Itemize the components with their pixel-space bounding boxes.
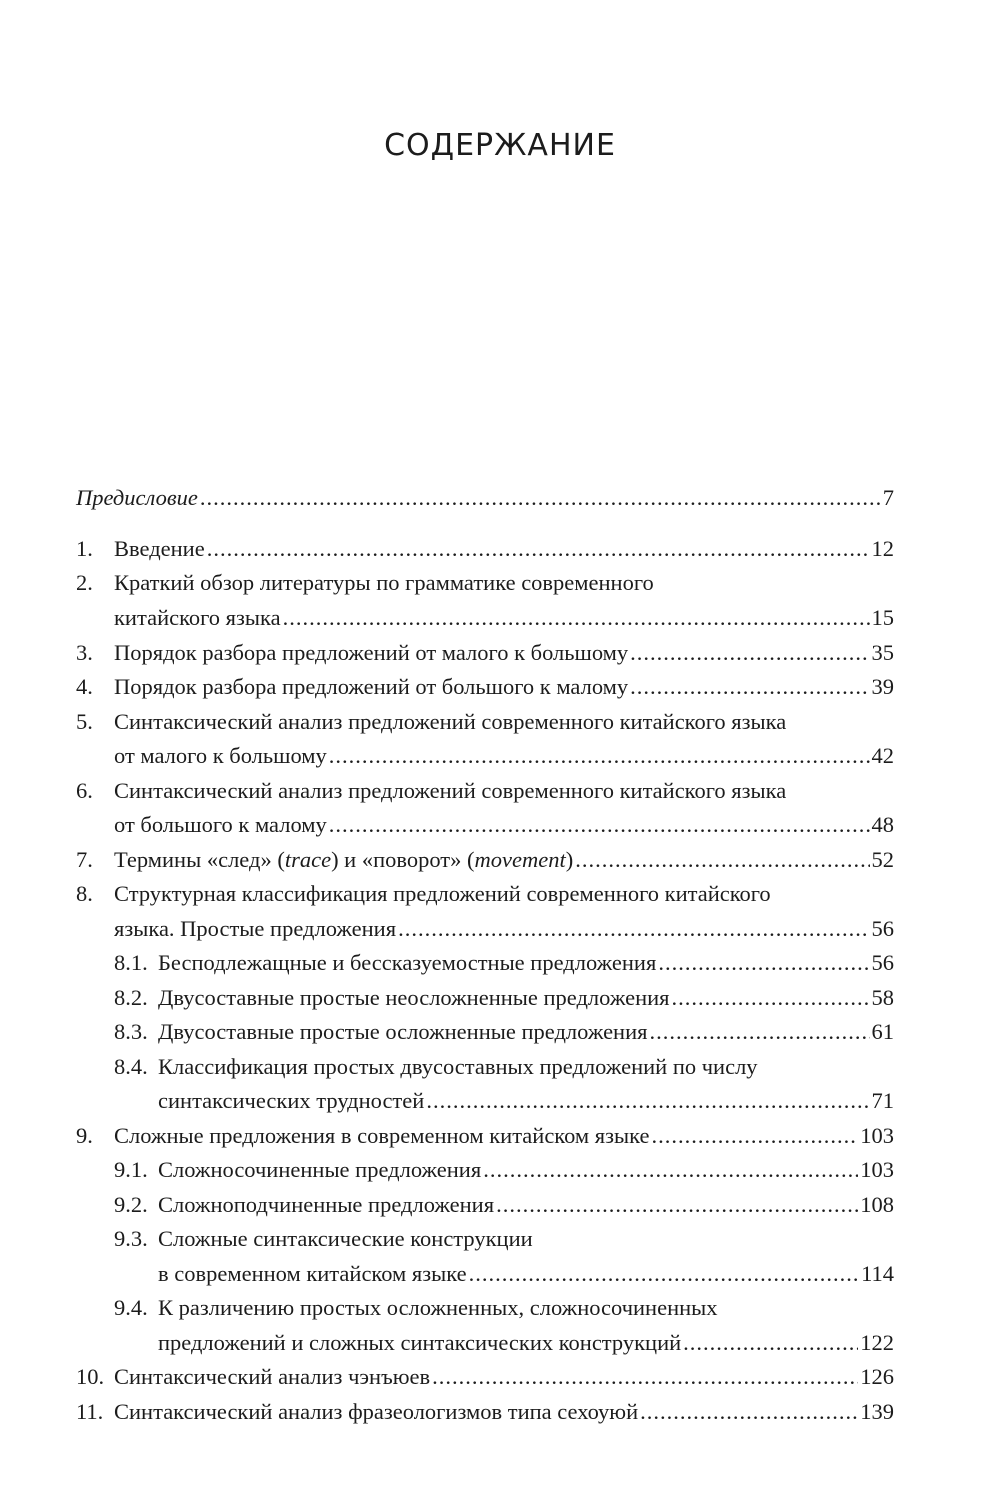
toc-entry-continuation bbox=[76, 603, 894, 633]
leader-dots bbox=[398, 914, 869, 944]
toc-page: 103 bbox=[860, 1157, 894, 1182]
toc-entry bbox=[76, 534, 894, 564]
toc-line bbox=[114, 914, 894, 944]
toc-page: 61 bbox=[871, 1019, 894, 1044]
toc-entry bbox=[76, 879, 894, 909]
toc-entry-preface bbox=[76, 483, 894, 513]
toc-line bbox=[158, 1259, 894, 1289]
toc-label-line1: Структурная классификация предложений современного китайского bbox=[114, 881, 771, 906]
toc-line bbox=[114, 638, 894, 668]
toc-label-line1: Классификация простых двусоставных предложений по числу bbox=[158, 1054, 758, 1079]
toc-number: 9.1. bbox=[114, 1157, 148, 1182]
toc-entry bbox=[76, 638, 894, 668]
toc-entry bbox=[76, 672, 894, 702]
toc-page: 114 bbox=[861, 1261, 894, 1286]
toc-label: предложений и сложных синтаксических конструкций bbox=[158, 1330, 682, 1355]
toc-label-line1: Сложные синтаксические конструкции bbox=[158, 1226, 533, 1251]
toc-line bbox=[158, 1190, 894, 1220]
toc-subentry bbox=[76, 1190, 894, 1220]
toc-label-line1: Синтаксический анализ предложений современного китайского языка bbox=[114, 709, 787, 734]
toc-number: 2. bbox=[76, 570, 93, 595]
toc-label: Бесподлежащные и бессказуемостные предложения bbox=[158, 950, 657, 975]
toc-entry bbox=[76, 776, 894, 806]
leader-dots bbox=[683, 1328, 858, 1358]
toc-page: 39 bbox=[871, 674, 894, 699]
toc-number: 9.3. bbox=[114, 1226, 148, 1251]
toc-page: 139 bbox=[860, 1399, 894, 1424]
toc-entry bbox=[76, 568, 894, 598]
toc-line bbox=[114, 534, 894, 564]
toc-label: от большого к малому bbox=[114, 812, 327, 837]
leader-dots bbox=[630, 638, 869, 668]
leader-dots bbox=[432, 1362, 858, 1392]
leader-dots bbox=[200, 483, 881, 513]
toc-subentry bbox=[76, 948, 894, 978]
toc-page: 58 bbox=[871, 985, 894, 1010]
toc-subentry-continuation bbox=[76, 1259, 894, 1289]
toc-label-line1: Синтаксический анализ предложений современного китайского языка bbox=[114, 778, 787, 803]
leader-dots bbox=[283, 603, 870, 633]
leader-dots bbox=[658, 948, 869, 978]
leader-dots bbox=[650, 1017, 870, 1047]
toc-line bbox=[158, 1017, 894, 1047]
toc-number: 9. bbox=[76, 1123, 93, 1148]
leader-dots bbox=[329, 741, 870, 771]
toc-page: 42 bbox=[871, 743, 894, 768]
toc-label: Сложносочиненные предложения bbox=[158, 1157, 482, 1182]
toc-entry bbox=[76, 1121, 894, 1151]
toc-page: 35 bbox=[871, 640, 894, 665]
leader-dots bbox=[496, 1190, 858, 1220]
leader-dots bbox=[426, 1086, 869, 1116]
toc-number: 11. bbox=[76, 1399, 104, 1424]
toc-subentry bbox=[76, 1224, 894, 1254]
toc-subentry bbox=[76, 1052, 894, 1082]
toc-entry bbox=[76, 845, 894, 875]
toc-subentry-continuation bbox=[76, 1328, 894, 1358]
toc-number: 9.2. bbox=[114, 1192, 148, 1217]
toc-line bbox=[114, 810, 894, 840]
toc-line bbox=[158, 1328, 894, 1358]
toc-number: 6. bbox=[76, 778, 93, 803]
toc-label: Двусоставные простые неосложненные предложения bbox=[158, 985, 670, 1010]
toc-line bbox=[114, 672, 894, 702]
toc-subentry-continuation bbox=[76, 1086, 894, 1116]
toc-label: Введение bbox=[114, 536, 205, 561]
page-title: СОДЕРЖАНИЕ bbox=[384, 128, 616, 163]
toc-page: 56 bbox=[871, 950, 894, 975]
toc-page: 12 bbox=[871, 536, 894, 561]
toc-page: 71 bbox=[871, 1088, 894, 1113]
toc-label: Порядок разбора предложений от малого к большому bbox=[114, 640, 629, 665]
toc-label: Сложные предложения в современном китайском языке bbox=[114, 1123, 650, 1148]
toc-page: 108 bbox=[860, 1192, 894, 1217]
toc-number: 3. bbox=[76, 640, 93, 665]
toc-page: 48 bbox=[871, 812, 894, 837]
toc-line bbox=[114, 845, 894, 875]
toc-page: 103 bbox=[860, 1123, 894, 1148]
leader-dots bbox=[640, 1397, 858, 1427]
toc-page: 52 bbox=[871, 847, 894, 872]
toc-label: Синтаксический анализ фразеологизмов типа сехоуюй bbox=[114, 1399, 639, 1424]
toc-line bbox=[76, 483, 894, 513]
toc-entry-continuation bbox=[76, 741, 894, 771]
toc-page: 56 bbox=[871, 916, 894, 941]
toc-entry bbox=[76, 1362, 894, 1392]
toc-number: 8.3. bbox=[114, 1019, 148, 1044]
toc-label-line1: К различению простых осложненных, сложносочиненных bbox=[158, 1295, 718, 1320]
toc-line bbox=[114, 741, 894, 771]
toc-number: 9.4. bbox=[114, 1295, 148, 1320]
toc-subentry bbox=[76, 983, 894, 1013]
toc-number: 10. bbox=[76, 1364, 105, 1389]
toc-label: Синтаксический анализ чэнъюев bbox=[114, 1364, 431, 1389]
toc-number: 4. bbox=[76, 674, 93, 699]
leader-dots bbox=[483, 1155, 858, 1185]
toc-label: Предисловие bbox=[76, 485, 198, 510]
toc-label: Термины «след» (trace) и «поворот» (movement) bbox=[114, 847, 574, 872]
toc-line bbox=[114, 1362, 894, 1392]
toc-line bbox=[114, 1121, 894, 1151]
leader-dots bbox=[329, 810, 870, 840]
toc-entry bbox=[76, 707, 894, 737]
toc-number: 1. bbox=[76, 536, 93, 561]
toc-number: 8.4. bbox=[114, 1054, 148, 1079]
toc-label: языка. Простые предложения bbox=[114, 916, 397, 941]
toc-line bbox=[158, 983, 894, 1013]
leader-dots bbox=[630, 672, 869, 702]
leader-dots bbox=[652, 1121, 859, 1151]
toc-entry-continuation bbox=[76, 810, 894, 840]
toc-entry bbox=[76, 1397, 894, 1427]
toc-number: 5. bbox=[76, 709, 93, 734]
leader-dots bbox=[469, 1259, 859, 1289]
leader-dots bbox=[207, 534, 870, 564]
toc-label: Порядок разбора предложений от большого к малому bbox=[114, 674, 629, 699]
toc-number: 8. bbox=[76, 881, 93, 906]
toc-number: 8.1. bbox=[114, 950, 148, 975]
toc-entry-continuation bbox=[76, 914, 894, 944]
toc-number: 7. bbox=[76, 847, 93, 872]
toc-label: от малого к большому bbox=[114, 743, 327, 768]
toc-label: в современном китайском языке bbox=[158, 1261, 467, 1286]
toc-subentry bbox=[76, 1017, 894, 1047]
leader-dots bbox=[672, 983, 870, 1013]
toc-page: 126 bbox=[860, 1364, 894, 1389]
toc-line bbox=[158, 1086, 894, 1116]
toc-label: Сложноподчиненные предложения bbox=[158, 1192, 495, 1217]
toc-line bbox=[114, 1397, 894, 1427]
toc-label: Двусоставные простые осложненные предложения bbox=[158, 1019, 648, 1044]
toc-page: 122 bbox=[860, 1330, 894, 1355]
toc-label-line1: Краткий обзор литературы по грамматике современного bbox=[114, 570, 654, 595]
toc-line bbox=[114, 603, 894, 633]
toc-label: синтаксических трудностей bbox=[158, 1088, 425, 1113]
toc-label: китайского языка bbox=[114, 605, 281, 630]
toc-line bbox=[158, 1155, 894, 1185]
toc-number: 8.2. bbox=[114, 985, 148, 1010]
toc-page: 7 bbox=[882, 485, 894, 510]
toc-line bbox=[158, 948, 894, 978]
toc-subentry bbox=[76, 1293, 894, 1323]
toc-page: 15 bbox=[871, 605, 894, 630]
toc-subentry bbox=[76, 1155, 894, 1185]
leader-dots bbox=[575, 845, 869, 875]
